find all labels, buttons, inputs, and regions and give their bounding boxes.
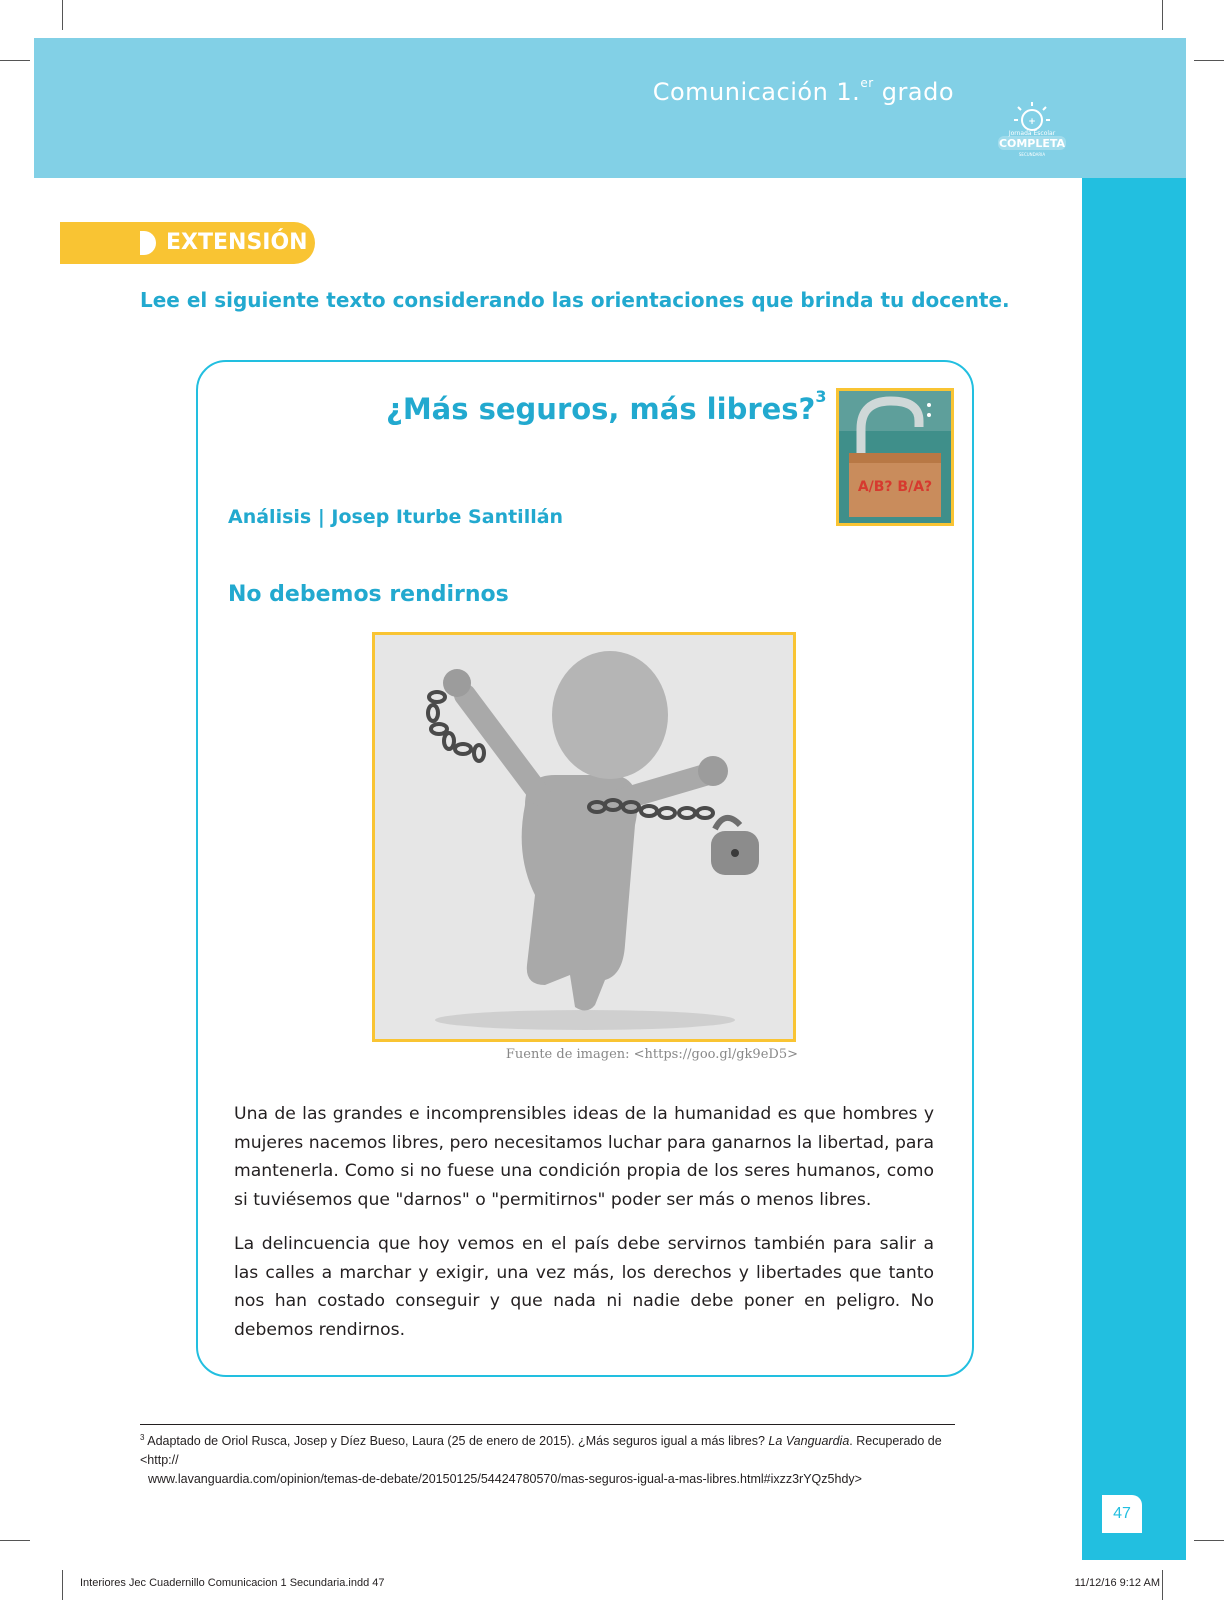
crop-mark (62, 0, 63, 30)
title-footnote-mark: 3 (815, 387, 827, 407)
crop-mark (0, 1540, 30, 1541)
footnote-mark: 3 (140, 1433, 145, 1442)
logo-text-top: Jornada Escolar (1008, 130, 1056, 137)
crop-mark (1162, 0, 1163, 30)
header-subject-title: Comunicación 1.$^{er}$ grado (652, 76, 954, 106)
footnote-url: www.lavanguardia.com/opinion/temas-de-debate/20150125/54424780570/mas-seguros-igual-a-mas-libres.html#ixzz3rYQz5hdy> (148, 1472, 862, 1487)
extension-tab (60, 222, 315, 264)
jornada-escolar-completa-logo (992, 100, 1072, 160)
tab-notch-icon (140, 231, 156, 255)
article-body (234, 1100, 934, 1360)
article-byline: Análisis | Josep Iturbe Santillán (228, 506, 564, 528)
footnote-rule (140, 1424, 955, 1425)
article-title: ¿Más seguros, más libres?$^3$ (386, 387, 827, 426)
svg-text:+: + (1028, 117, 1036, 127)
extension-tab-label: EXTENSIÓN (166, 230, 308, 255)
article-paragraph: La delincuencia que hoy vemos en el país debe servirnos también para salir a las calles a marchar y exigir, una vez más, los derechos y libertades que tanto nos han costado conseguir y que nada ni nadie debe poner en peligro. No debemos rendirnos. (234, 1234, 934, 1340)
crop-mark (0, 60, 30, 61)
logo-text-bottom: SECUNDARIA (1018, 152, 1046, 157)
padlock-image (836, 388, 954, 526)
logo-text-main: COMPLETA (998, 137, 1066, 150)
print-slug-datetime: 11/12/16 9:12 AM (1074, 1577, 1160, 1589)
image-source-caption: Fuente de imagen: <https://goo.gl/gk9eD5> (505, 1047, 798, 1062)
footnote (140, 1428, 960, 1489)
page-number: 47 (1102, 1495, 1142, 1533)
broken-chains-figure-image (372, 632, 796, 1042)
footnote-source-title: La Vanguardia (768, 1434, 850, 1449)
footnote-text: Adaptado de Oriol Rusca, Josep y Díez Bueso, Laura (25 de enero de 2015). ¿Más seguros igual a más libres? (144, 1434, 769, 1449)
side-band (1082, 178, 1186, 1560)
crop-mark (1194, 1540, 1224, 1541)
crop-mark (62, 1570, 63, 1600)
crop-mark (1162, 1570, 1163, 1600)
lock-thumb-text: A/B? B/A? (857, 479, 933, 495)
article-paragraph: Una de las grandes e incomprensibles ideas de la humanidad es que hombres y mujeres nacemos libres, pero necesitamos luchar para ganarnos la libertad, para mantenerla. Como si no fuese una condición propia de los seres humanos, como si tuviésemos que "darnos" o "permitirnos" poder ser más o menos libres. (234, 1104, 934, 1210)
article-subheading: No debemos rendirnos (228, 582, 509, 607)
crop-mark (1194, 60, 1224, 61)
instruction-text: Lee el siguiente texto considerando las orientaciones que brinda tu docente. (140, 288, 1010, 312)
footnote-text-after: . Recuperado de <http:// (140, 1434, 942, 1468)
print-slug-file: Interiores Jec Cuadernillo Comunicacion 1 Secundaria.indd 47 (80, 1577, 385, 1589)
